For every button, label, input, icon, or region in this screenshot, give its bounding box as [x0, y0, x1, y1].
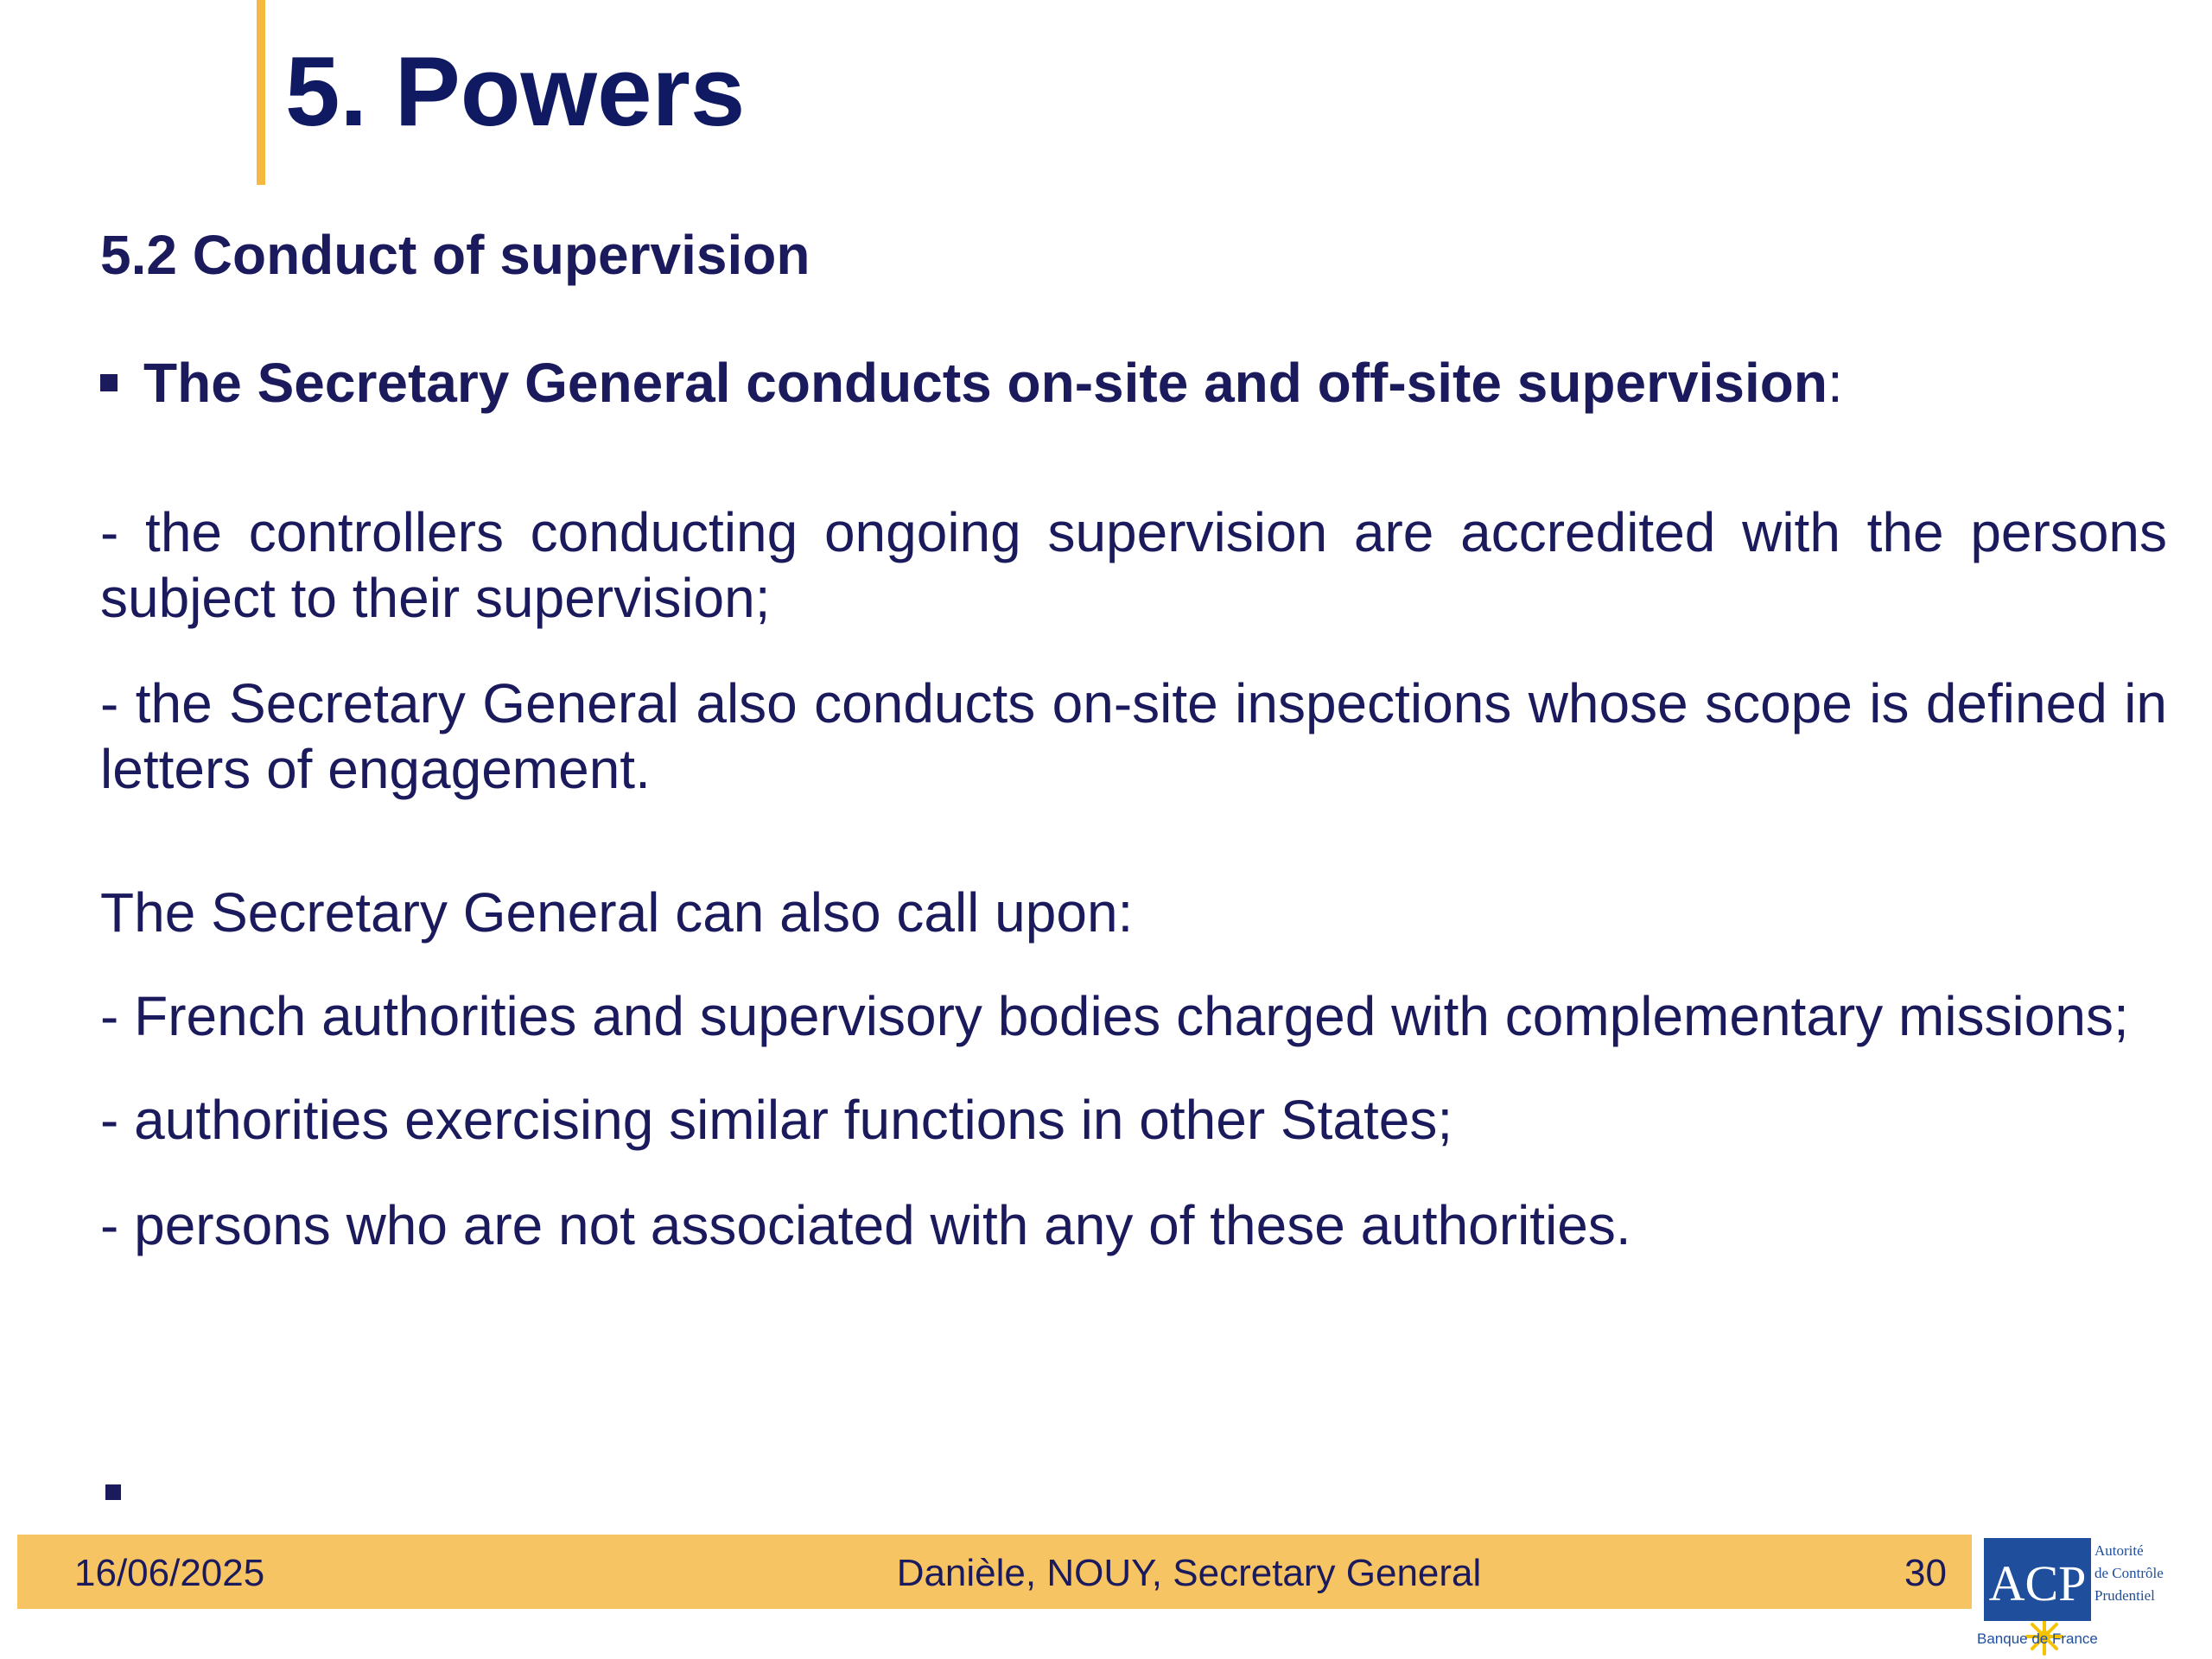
main-bullet-colon: :: [1827, 352, 1843, 414]
main-bullet-bold-text: The Secretary General conducts on-site and off-site supervision: [143, 352, 1827, 414]
footer-date: 16/06/2025: [74, 1552, 265, 1594]
section-subtitle: 5.2 Conduct of supervision: [100, 224, 810, 286]
slide-title: 5. Powers: [285, 37, 746, 147]
footer-presenter: Danièle, NOUY, Secretary General: [896, 1552, 1482, 1594]
logo-line-1: Autorité: [2094, 1542, 2144, 1559]
footer-page-number: 30: [1904, 1552, 1947, 1594]
call-upon-item-other-persons: - persons who are not associated with any of these authorities.: [100, 1194, 1631, 1256]
call-upon-item-french-authorities: - French authorities and supervisory bodies charged with complementary missions;: [100, 985, 2129, 1047]
logo-line-2: de Contrôle: [2094, 1565, 2164, 1581]
logo-parent: Banque de France: [1977, 1630, 2098, 1647]
empty-bullet-icon: [105, 1484, 121, 1500]
logo-line-3: Prudentiel: [2094, 1587, 2155, 1604]
title-accent-bar: [257, 0, 265, 185]
call-upon-intro: The Secretary General can also call upon:: [100, 881, 1134, 944]
paragraph-inspections: - the Secretary General also conducts on-site inspections whose scope is defined in letters of engagement.: [100, 672, 2167, 800]
logo-acronym: ACP: [1988, 1555, 2087, 1611]
call-upon-item-other-states: - authorities exercising similar functions in other States;: [100, 1089, 1453, 1151]
square-bullet-icon: [100, 374, 118, 391]
paragraph-controllers: - the controllers conducting ongoing supervision are accredited with the persons subject to their supervision;: [100, 501, 2167, 629]
main-bullet: [100, 351, 1843, 415]
acp-logo: [1975, 1524, 2203, 1659]
